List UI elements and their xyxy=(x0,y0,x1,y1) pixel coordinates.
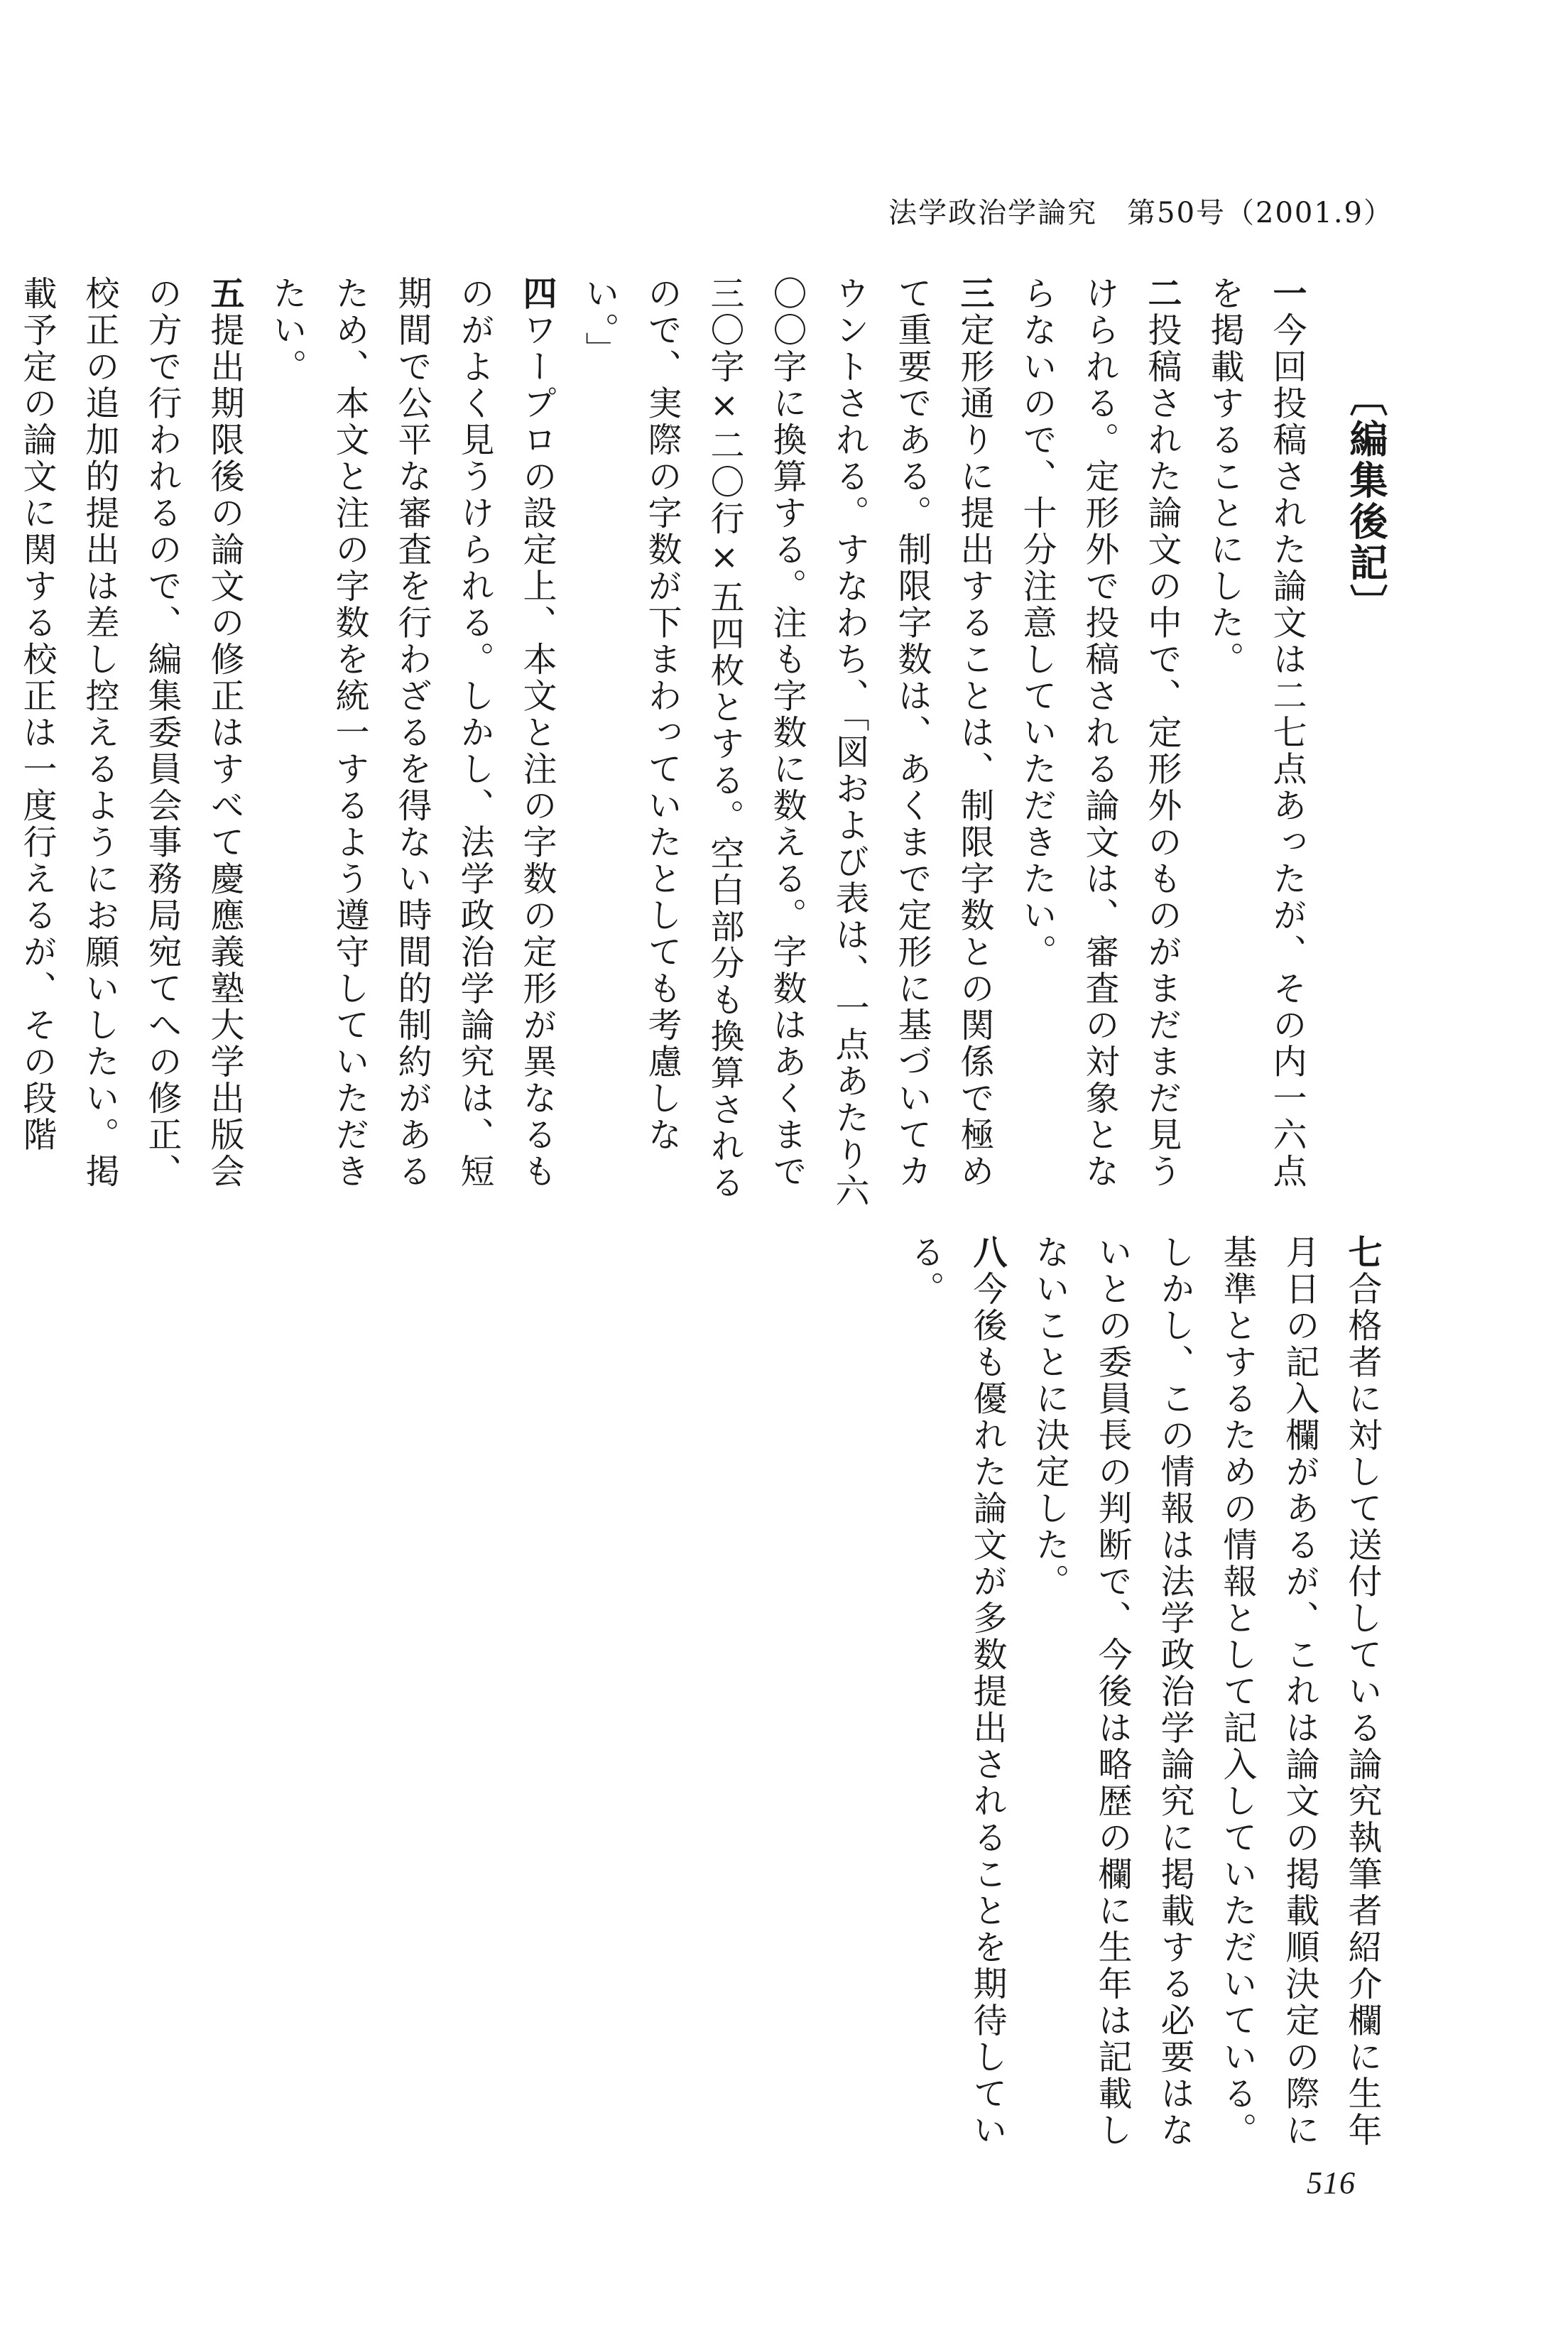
list-item xyxy=(0,276,256,1213)
list-item xyxy=(256,276,568,1213)
item-text: 定形通りに提出することは、制限字数との関係で極めて重要である。制限字数は、あくまで定形に基づいてカウントされる。すなわち、「図および表は、一点あたり六〇〇字に換算する。注も字数に数える。字数はあくまで三〇字×二〇行×五四枚とする。空白部分も換算されるので、実際の字数が下まわっていたとしても考慮しない。」 xyxy=(579,276,994,1210)
list-item xyxy=(1018,1234,1393,2158)
item-number: 一 xyxy=(1267,276,1307,313)
page-title: 〔編集後記〕 xyxy=(1344,378,1388,625)
item-text: 今後も優れた論文が多数提出されることを期待している。 xyxy=(905,1234,1007,2149)
page-number: 516 xyxy=(1307,2165,1356,2200)
item-number: 八 xyxy=(967,1234,1007,1271)
list-item xyxy=(568,276,1006,1213)
item-text: 投稿された論文の中で、定形外のものがまだまだ見うけられる。定形外で投稿される論文は、審査の対象とならないので、十分注意していただきたい。 xyxy=(1017,276,1182,1190)
list-item xyxy=(1193,276,1318,1213)
item-number: 二 xyxy=(1142,276,1182,313)
item-text: 今回投稿された論文は二七点あったが、その内一六点を掲載することにした。 xyxy=(1204,276,1307,1190)
item-number: 三 xyxy=(954,276,994,313)
item-text: 合格者に対して送付している論究執筆者紹介欄に生年月日の記入欄があるが、これは論文の掲載順決定の際に基準とするための情報として記入していただいている。しかし、この情報は法学政治学論究に掲載する必要はないとの委員長の判断で、今後は略歴の欄に生年は記載しないことに決定した。 xyxy=(1030,1234,1382,2149)
list-item xyxy=(1006,276,1193,1213)
list-item xyxy=(893,1234,1018,2158)
item-text: ワープロの設定上、本文と注の字数の定形が異なるものがよく見うけられる。しかし、法学政治学論究は、短期間で公平な審査を行わざるを得ない時間的制約があるため、本文と注の字数を統一するよう遵守していただきたい。 xyxy=(267,276,557,1190)
editorial-body-lower xyxy=(342,1234,1393,2158)
item-number: 四 xyxy=(517,276,557,313)
item-text: 提出期限後の論文の修正はすべて慶應義塾大学出版会の方で行われるので、編集委員会事務局宛てへの修正、校正の追加的提出は差し控えるようにお願いしたい。掲載予定の論文に関する校正は一度行えるが、その段階 xyxy=(17,276,244,1190)
editorial-body-upper xyxy=(17,276,1318,1213)
item-number: 五 xyxy=(205,276,244,313)
running-header: 法学政治学論究 第50号（2001.9） xyxy=(888,197,1393,229)
item-number: 七 xyxy=(1342,1234,1382,1271)
